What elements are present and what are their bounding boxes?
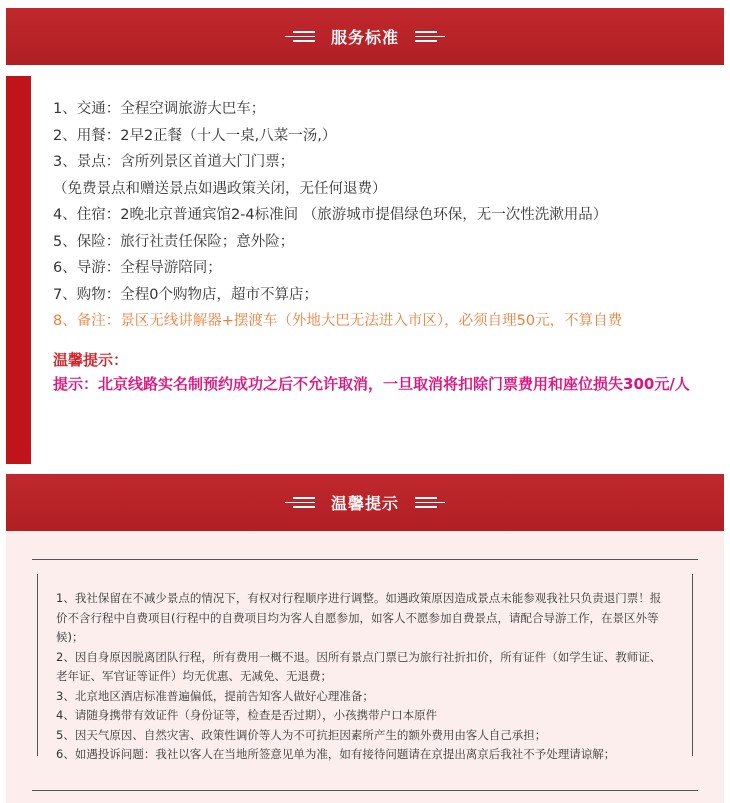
warm-tips-banner <box>6 474 724 531</box>
frame-line-left <box>37 574 38 756</box>
banner-title: 服务标准 <box>330 28 399 47</box>
decorative-lines-left <box>285 31 315 42</box>
service-item-shopping: 7、购物：全程0个购物店，超市不算店； <box>53 286 318 303</box>
service-item-sights: 3、景点：含所列景区首道大门门票； <box>53 154 295 170</box>
notice-item: 4、请随身携带有效证件（身份证等，检查是否过期），小孩携带户口本原件 <box>56 708 438 722</box>
service-item-lodging: 4、住宿：2晚北京普通宾馆2-4标准间 （旅游城市提倡绿色环保，无一次性洗漱用品） <box>53 207 608 223</box>
notice-item: 3、北京地区酒店标准普遍偏低，提前告知客人做好心理准备； <box>56 688 374 703</box>
notice-item: 2、因自身原因脱离团队行程，所有费用一概不退。因所有景点门票已为旅行社折扣价，所有证件（如学生证、教师证、老年证、军官证等证件）均无优惠、无减免、无退费； <box>56 649 662 683</box>
decorative-lines-right <box>415 31 445 42</box>
frame-line-right <box>692 574 693 756</box>
notice-item: 5、因天气原因、自然灾害、政策性调价等人为不可抗拒因素所产生的额外费用由客人自己承担； <box>56 727 547 742</box>
notice-item: 6、如遇投诉问题：我社以客人在当地所签意见单为准，如有接待问题请在京提出离京后我社不予处理请谅解； <box>56 747 616 761</box>
service-item-remark: 8、备注：景区无线讲解器+摆渡车（外地大巴无法进入市区），必须自理50元，不算自费 <box>53 313 623 329</box>
tips-heading: 温馨提示： <box>53 350 129 369</box>
service-standard-section <box>6 76 724 464</box>
decorative-lines-right <box>415 497 445 508</box>
banner-title: 温馨提示 <box>330 494 399 513</box>
service-item-sights-note: （免费景点和赠送景点如遇政策关闭，无任何退费） <box>53 180 387 197</box>
service-item-guide: 6、导游：全程导游陪同； <box>53 260 222 276</box>
service-item-meals: 2、用餐：2早2正餐（十人一桌,八菜一汤,） <box>53 127 337 144</box>
service-item-transport: 1、交通：全程空调旅游大巴车； <box>53 101 266 117</box>
decorative-lines-left <box>285 497 315 508</box>
service-standard-banner <box>6 8 724 65</box>
cancellation-warning: 提示：北京线路实名制预约成功之后不允许取消，一旦取消将扣除门票费用和座位损失300元/人 <box>53 374 690 393</box>
service-item-insurance: 5、保险：旅行社责任保险；意外险； <box>53 233 295 250</box>
notice-list <box>56 589 668 765</box>
notice-item: 1、我社保留在不减少景点的情况下，有权对行程顺序进行调整。如遇政策原因造成景点未能参观我社只负责退门票！报价不含行程中自费项目(行程中的自费项目均为客人自愿参加，如客人不愿参加自费景点，请配合导游工作，在景区外等候)； <box>56 591 662 644</box>
